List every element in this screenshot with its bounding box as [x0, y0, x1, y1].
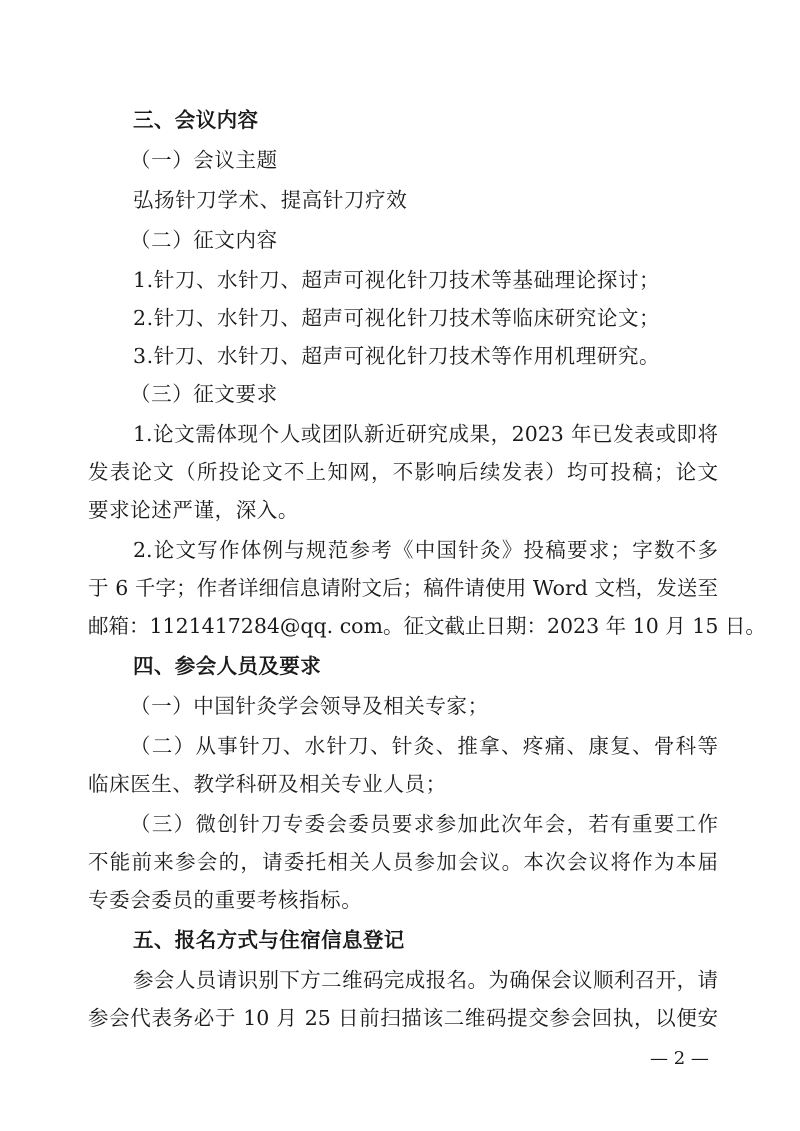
section-3-2-item-1: 1.针刀、水针刀、超声可视化针刀技术等基础理论探讨； — [133, 268, 661, 292]
section-3-3-para-2-line-2: 于 6 千字；作者详细信息请附文后；稿件请使用 Word 文档，发送至 — [88, 576, 718, 600]
section-3-2-item-2: 2.针刀、水针刀、超声可视化针刀技术等临床研究论文； — [133, 306, 661, 330]
page-number: — 2 — — [650, 1048, 709, 1069]
section-3-heading: 三、会议内容 — [133, 108, 259, 132]
section-5-heading: 五、报名方式与住宿信息登记 — [133, 928, 405, 952]
section-4-1: （一）中国针灸学会领导及相关专家； — [130, 694, 489, 718]
section-4-2-line-1: （二）从事针刀、水针刀、针灸、推拿、疼痛、康复、骨科等 — [130, 734, 718, 758]
section-4-heading: 四、参会人员及要求 — [133, 654, 322, 678]
section-3-2-item-3: 3.针刀、水针刀、超声可视化针刀技术等作用机理研究。 — [133, 344, 661, 368]
section-3-1-text: 弘扬针刀学术、提高针刀疗效 — [133, 188, 408, 212]
section-3-3-para-1-line-2: 发表论文（所投论文不上知网，不影响后续发表）均可投稿；论文 — [88, 460, 718, 484]
section-5-para-line-2: 参会代表务必于 10 月 25 日前扫描该二维码提交参会回执，以便安 — [88, 1006, 718, 1030]
section-3-2-title: （二）征文内容 — [130, 228, 278, 252]
section-3-3-para-1-line-3: 要求论述严谨，深入。 — [88, 498, 299, 522]
section-4-3-line-1: （三）微创针刀专委会委员要求参加此次年会，若有重要工作 — [130, 812, 718, 836]
section-3-1-title: （一）会议主题 — [130, 148, 278, 172]
section-3-3-para-2-line-1: 2.论文写作体例与规范参考《中国针灸》投稿要求；字数不多 — [133, 538, 718, 562]
section-5-para-line-1: 参会人员请识别下方二维码完成报名。为确保会议顺利召开，请 — [133, 968, 718, 992]
section-4-3-line-2: 不能前来参会的，请委托相关人员参加会议。本次会议将作为本届 — [88, 850, 718, 874]
section-4-2-line-2: 临床医生、教学科研及相关专业人员； — [88, 772, 447, 796]
section-4-3-line-3: 专委会委员的重要考核指标。 — [88, 888, 363, 912]
section-3-3-title: （三）征文要求 — [130, 382, 278, 406]
section-3-3-para-2-line-3: 邮箱：1121417284@qq. com。征文截止日期：2023 年 10 月 15 日。 — [88, 614, 766, 638]
section-3-3-para-1-line-1: 1.论文需体现个人或团队新近研究成果，2023 年已发表或即将 — [133, 422, 718, 446]
